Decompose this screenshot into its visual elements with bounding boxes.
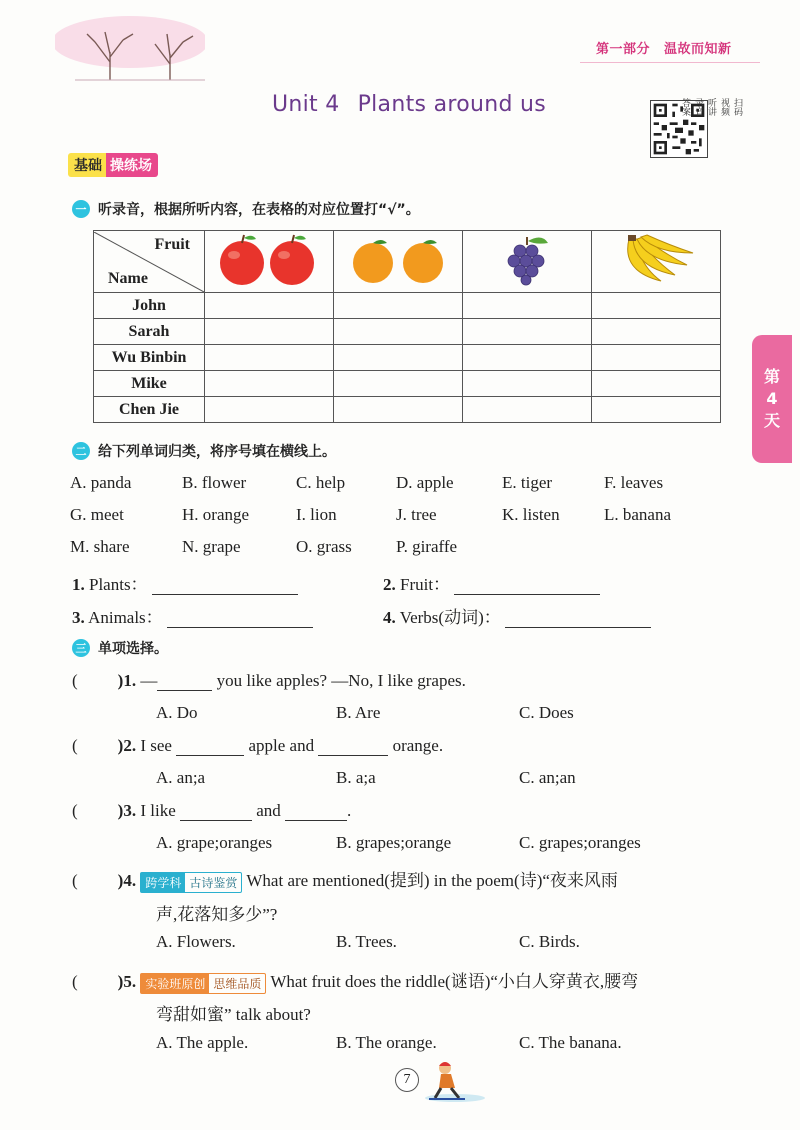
row-header-name: Name (108, 269, 148, 287)
option-b[interactable]: B. The orange. (336, 1033, 437, 1052)
orange-icon (343, 231, 453, 287)
check-cell[interactable] (334, 319, 463, 345)
day-tab-char: 第 (763, 367, 780, 386)
question-number: )5. (117, 972, 137, 991)
option-b[interactable]: B. Are (336, 703, 381, 722)
banana-icon (601, 231, 711, 287)
question-text: What fruit does the riddle(谜语)“小白人穿黄衣,腰弯 (270, 972, 639, 991)
word-item: E. tiger (502, 473, 553, 492)
question-blank (157, 690, 212, 691)
student-name: Sarah (94, 319, 205, 345)
tag-primary: 实验班原创 (141, 974, 209, 993)
student-name: Mike (94, 371, 205, 397)
student-name: John (94, 293, 205, 319)
page-number: 7 (395, 1068, 419, 1092)
tag-secondary: 思维品质 (213, 976, 262, 991)
section-2-heading (72, 441, 336, 461)
question-text: I like (140, 801, 180, 820)
word-bank (70, 473, 730, 569)
question-text: . (347, 801, 352, 820)
day-tab-char: 天 (763, 411, 780, 430)
option-a[interactable]: A. an;a (156, 768, 206, 787)
word-item: C. help (296, 473, 346, 492)
qr-hint-line: 听讲 (706, 98, 716, 116)
word-item: G. meet (70, 505, 124, 524)
skater-mascot-icon (415, 1058, 485, 1103)
question-1: ( )1. — you like apples? —No, I like grapes. (72, 671, 466, 690)
header-divider (580, 62, 760, 63)
category-label: Plants： (89, 575, 148, 594)
category-plants (72, 570, 298, 595)
qr-hint-line: 答案 (680, 98, 690, 116)
original-tag (140, 973, 266, 994)
question-5: ( )5. 实验班原创 思维品质 What fruit does the riddle(谜语)“小白人穿黄衣,腰弯 (72, 967, 638, 994)
question-number: )3. (117, 801, 137, 820)
word-item: H. orange (182, 505, 250, 524)
option-a[interactable]: A. Do (156, 703, 198, 722)
page-title (272, 92, 546, 117)
question-4: ( )4. 跨学科 古诗鉴赏 What are mentioned(提到) in the poem(诗)“夜来风雨 (72, 866, 618, 893)
badge-part1: 基础 (68, 153, 106, 177)
badge-part2: 操练场 (106, 153, 158, 177)
check-cell[interactable] (205, 345, 334, 371)
category-animals (72, 603, 313, 628)
category-label: Fruit： (400, 575, 451, 594)
question-text-cont: 弯甜如蜜” talk about? (156, 1005, 311, 1024)
question-text: — (140, 671, 158, 690)
student-name: Wu Binbin (94, 345, 205, 371)
qr-hint-line: 视频 (719, 98, 729, 116)
question-text: you like apples? —No, I like grapes. (212, 671, 466, 690)
word-item: D. apple (396, 473, 454, 492)
section-number: 二 (72, 442, 90, 460)
option-c[interactable]: C. Birds. (519, 932, 580, 951)
unit-name: Plants around us (357, 92, 547, 117)
category-verbs (383, 603, 651, 628)
option-a[interactable]: A. Flowers. (156, 932, 236, 951)
question-3: ( )3. I like and . (72, 801, 352, 820)
check-cell[interactable] (205, 293, 334, 319)
header-part: 第一部分 (596, 42, 651, 57)
category-number: 2. (383, 575, 396, 594)
tag-secondary: 古诗鉴赏 (189, 875, 238, 890)
check-cell[interactable] (463, 397, 592, 423)
option-b[interactable]: B. a;a (336, 768, 376, 787)
check-cell[interactable] (334, 397, 463, 423)
word-item: A. panda (70, 473, 132, 492)
question-text: What are mentioned(提到) in the poem(诗)“夜来风雨 (246, 871, 618, 890)
day-tab[interactable] (752, 335, 792, 463)
option-c[interactable]: C. Does (519, 703, 574, 722)
question-text: orange. (388, 736, 444, 755)
check-cell[interactable] (463, 319, 592, 345)
page-header (596, 38, 732, 57)
fruit-check-table (93, 230, 721, 423)
cherry-tree-illustration (55, 12, 205, 82)
question-blank (318, 755, 388, 756)
qr-hint-line: 录音 (693, 98, 703, 116)
option-a[interactable]: A. grape;oranges (156, 833, 273, 852)
question-number: )1. (117, 671, 137, 690)
option-c[interactable]: C. an;an (519, 768, 576, 787)
unit-label: Unit 4 (272, 92, 340, 117)
answer-blank[interactable] (152, 578, 298, 595)
check-cell[interactable] (463, 293, 592, 319)
qr-hint (680, 98, 742, 116)
table-header-cell (94, 231, 205, 293)
check-cell[interactable] (592, 371, 721, 397)
header-subtitle: 温故而知新 (664, 42, 732, 57)
category-number: 3. (72, 608, 85, 627)
check-cell[interactable] (205, 319, 334, 345)
section-badge (68, 153, 158, 177)
question-blank (176, 755, 244, 756)
section-2-instruction: 给下列单词归类，将序号填在横线上。 (98, 444, 336, 460)
answer-blank[interactable] (167, 611, 313, 628)
question-text: I see (140, 736, 177, 755)
day-tab-char: 4 (766, 389, 778, 408)
section-3-heading (72, 638, 168, 658)
option-c[interactable]: C. The banana. (519, 1033, 622, 1052)
tag-primary: 跨学科 (141, 873, 185, 892)
word-item: M. share (70, 537, 130, 556)
cross-subject-tag (140, 872, 242, 893)
option-b[interactable]: B. Trees. (336, 932, 397, 951)
question-number: )4. (117, 871, 137, 890)
category-label: Verbs(动词)： (399, 608, 501, 627)
word-item: P. giraffe (396, 537, 458, 556)
word-item: N. grape (182, 537, 241, 556)
fruit-header-cell (463, 231, 592, 293)
check-cell[interactable] (334, 371, 463, 397)
answer-blank[interactable] (505, 611, 651, 628)
option-a[interactable]: A. The apple. (156, 1033, 249, 1052)
check-cell[interactable] (592, 345, 721, 371)
check-cell[interactable] (463, 371, 592, 397)
check-cell[interactable] (205, 371, 334, 397)
word-item: K. listen (502, 505, 560, 524)
question-blank (180, 820, 252, 821)
section-3-instruction: 单项选择。 (98, 641, 168, 657)
category-label: Animals： (88, 608, 163, 627)
question-number: )2. (117, 736, 137, 755)
fruit-header-cell (334, 231, 463, 293)
word-item: L. banana (604, 505, 672, 524)
check-cell[interactable] (592, 293, 721, 319)
grape-icon (472, 231, 582, 287)
category-number: 4. (383, 608, 396, 627)
word-item: J. tree (396, 505, 437, 524)
section-number: 三 (72, 639, 90, 657)
word-item: F. leaves (604, 473, 664, 492)
apple-icon (214, 231, 324, 287)
word-item: I. lion (296, 505, 337, 524)
word-item: B. flower (182, 473, 247, 492)
question-text: and (252, 801, 286, 820)
check-cell[interactable] (205, 397, 334, 423)
option-b[interactable]: B. grapes;orange (336, 833, 452, 852)
check-cell[interactable] (334, 293, 463, 319)
check-cell[interactable] (463, 345, 592, 371)
student-name: Chen Jie (94, 397, 205, 423)
section-1-instruction: 听录音，根据所听内容，在表格的对应位置打“√”。 (98, 202, 420, 218)
section-1-heading (72, 199, 420, 219)
fruit-header-cell (205, 231, 334, 293)
fruit-header-cell (592, 231, 721, 293)
category-number: 1. (72, 575, 85, 594)
option-c[interactable]: C. grapes;oranges (519, 833, 641, 852)
question-blank (285, 820, 347, 821)
answer-blank[interactable] (454, 578, 600, 595)
question-2: ( )2. I see apple and orange. (72, 736, 444, 755)
qr-hint-line: 扫码 (732, 98, 742, 116)
word-item: O. grass (296, 537, 352, 556)
question-text: apple and (244, 736, 319, 755)
check-cell[interactable] (334, 345, 463, 371)
category-fruit (383, 570, 600, 595)
check-cell[interactable] (592, 397, 721, 423)
section-number: 一 (72, 200, 90, 218)
check-cell[interactable] (592, 319, 721, 345)
col-header-fruit: Fruit (154, 235, 190, 253)
question-text-cont: 声,花落知多少”? (156, 905, 278, 924)
